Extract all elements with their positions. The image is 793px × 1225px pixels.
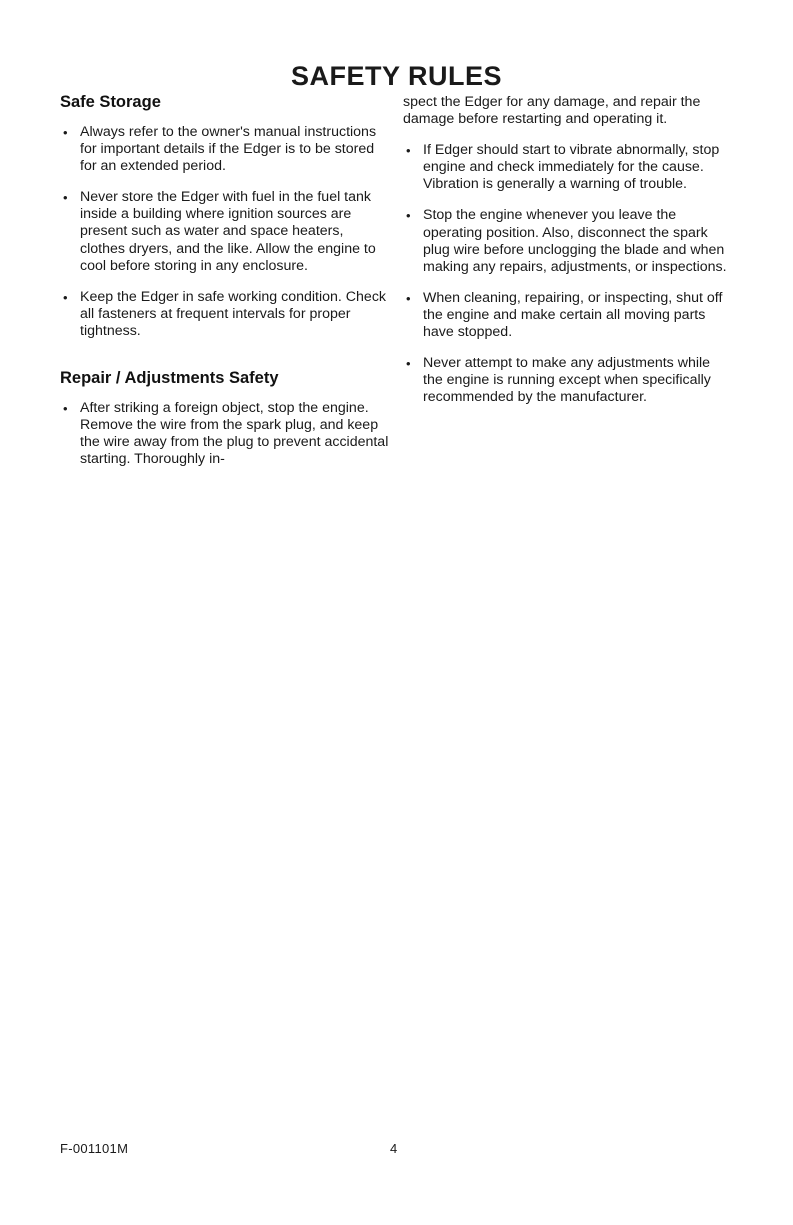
safe-storage-list (60, 124, 390, 340)
right-column (403, 94, 733, 420)
list-item: • Keep the Edger in safe working condition. Check all fasteners at frequent intervals for proper tightness. (60, 289, 390, 340)
left-column (60, 92, 390, 482)
safe-storage-heading: Safe Storage (60, 93, 161, 111)
list-item: • Never attempt to make any adjustments while the engine is running except when specifically recommended by the manufacturer. (403, 355, 733, 406)
page-title: SAFETY RULES (290, 61, 503, 91)
page-number: 4 (390, 1141, 398, 1156)
list-item: • When cleaning, repairing, or inspecting, shut off the engine and make certain all moving parts have stopped. (403, 290, 733, 341)
list-item: • If Edger should start to vibrate abnormally, stop engine and check immediately for the cause. Vibration is generally a warning of trouble. (403, 142, 733, 193)
list-item: • Never store the Edger with fuel in the fuel tank inside a building where ignition sources are present such as water and space heaters, clothes dryers, and the like. Allow the engine to cool before storing in any enclosure. (60, 189, 390, 274)
footer-code: F-001101M (60, 1141, 129, 1156)
list-item: • After striking a foreign object, stop the engine. Remove the wire from the spark plug, and keep the wire away from the plug to prevent accidental starting. Thoroughly in- (60, 400, 390, 468)
continued-text: spect the Edger for any damage, and repair the damage before restarting and operating it. (403, 94, 701, 128)
repair-safety-heading: Repair / Adjustments Safety (60, 369, 279, 388)
list-item: • Stop the engine whenever you leave the operating position. Also, disconnect the spark plug wire before unclogging the blade and when making any repairs, adjustments, or inspections. (403, 207, 733, 275)
repair-safety-list (60, 400, 390, 468)
list-item: • Always refer to the owner's manual instructions for important details if the Edger is to be stored for an extended period. (60, 124, 390, 175)
repair-safety-list-continued (403, 142, 733, 406)
